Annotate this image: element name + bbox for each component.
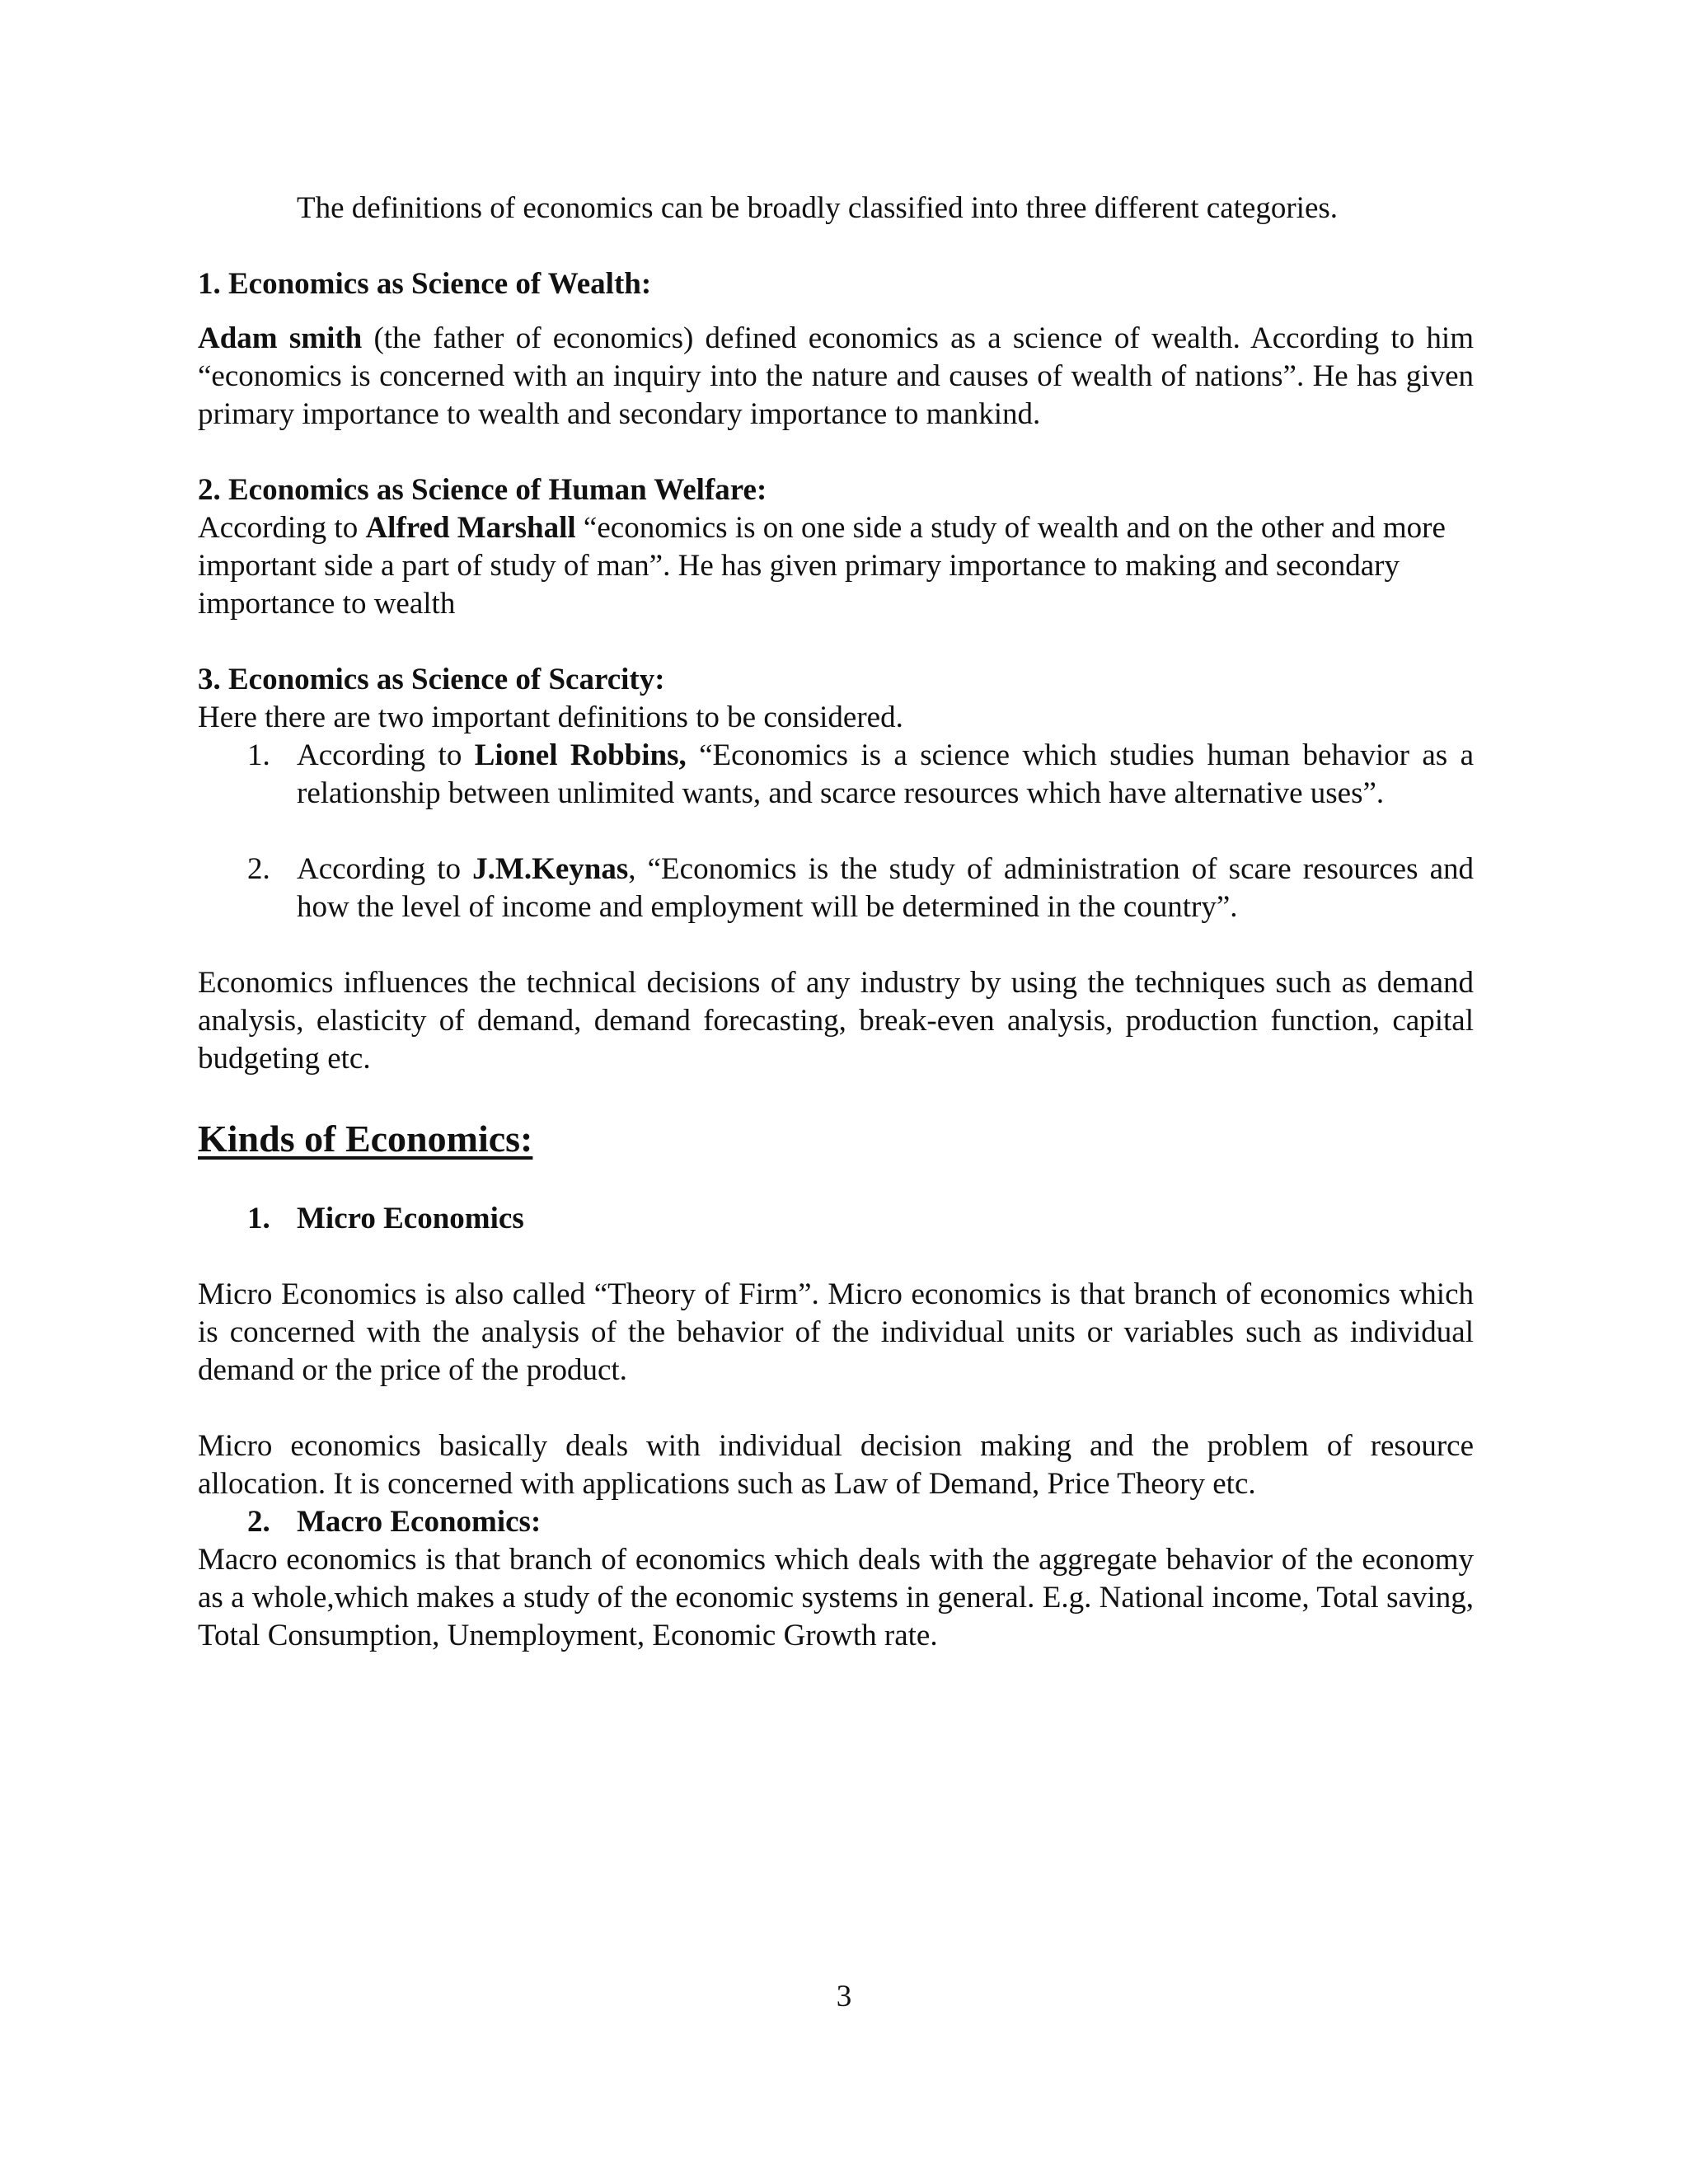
macro-title: Macro Economics: (297, 1505, 542, 1539)
intro-paragraph: The definitions of economics can be broadly classified into three different categories. (297, 191, 1339, 225)
section-heading-scarcity: 3. Economics as Science of Scarcity: (198, 663, 665, 696)
scarcity-intro: Here there are two important definitions to be considered. (198, 701, 903, 734)
welfare-text: “economics is on one side a study of wealth and on the other and more important side a part of study of man”. He has given primary importance to making and secondary importance to wealth (198, 511, 1446, 621)
list-number: 1. (247, 738, 270, 772)
micro-number: 1. (247, 1202, 270, 1235)
author-name-alfred-marshall: Alfred Marshall (365, 511, 576, 545)
scarcity-definition-list (198, 737, 1474, 926)
keynas-pre: According to (297, 852, 473, 886)
section-heading-welfare: 2. Economics as Science of Human Welfare: (198, 473, 767, 507)
document-page (198, 190, 1474, 1655)
list-item (198, 851, 1474, 926)
robbins-pre: According to (297, 738, 475, 772)
micro-paragraph-1: Micro Economics is also called “Theory of Firm”. Micro economics is that branch of economics which is concerned with the analysis of the behavior of the individual units or variables such as individual demand or the price of the product. (198, 1277, 1474, 1387)
author-name-adam-smith: Adam smith (198, 321, 363, 355)
macro-number: 2. (247, 1505, 270, 1539)
list-item (198, 737, 1474, 813)
section-heading-wealth: 1. Economics as Science of Wealth: (198, 267, 652, 301)
kinds-heading: Kinds of Economics: (198, 1118, 533, 1160)
author-name-jm-keynas: J.M.Keynas (472, 852, 629, 886)
influence-paragraph: Economics influences the technical decisions of any industry by using the techniques such as demand analysis, elasticity of demand, demand forecasting, break-even analysis, production function, capital budgeting etc. (198, 966, 1474, 1076)
micro-heading (198, 1200, 1474, 1238)
keynas-text: , “Economics is the study of administration of scare resources and how the level of income and employment will be determined in the country”. (297, 852, 1475, 924)
welfare-pre: According to (198, 511, 366, 545)
welfare-paragraph (198, 509, 1474, 623)
robbins-text: “Economics is a science which studies human behavior as a relationship between unlimited wants, and scarce resources which have alternative uses”. (297, 738, 1475, 810)
macro-heading (198, 1503, 1474, 1541)
micro-paragraph-2: Micro economics basically deals with individual decision making and the problem of resource allocation. It is concerned with applications such as Law of Demand, Price Theory etc. (198, 1429, 1474, 1501)
wealth-paragraph (198, 320, 1474, 434)
page-number: 3 (836, 1980, 852, 2013)
micro-title: Micro Economics (297, 1202, 524, 1235)
wealth-text: (the father of economics) defined economics as a science of wealth. According to him “economics is concerned with an inquiry into the nature and causes of wealth of nations”. He has given primary importance to wealth and secondary importance to mankind. (198, 321, 1474, 431)
list-number: 2. (247, 852, 270, 886)
author-name-lionel-robbins: Lionel Robbins, (474, 738, 687, 772)
macro-paragraph: Macro economics is that branch of economics which deals with the aggregate behavior of the economy as a whole,which makes a study of the economic systems in general. E.g. National income, Total saving, Total Consumption, Unemployment, Economic Growth rate. (198, 1543, 1474, 1652)
